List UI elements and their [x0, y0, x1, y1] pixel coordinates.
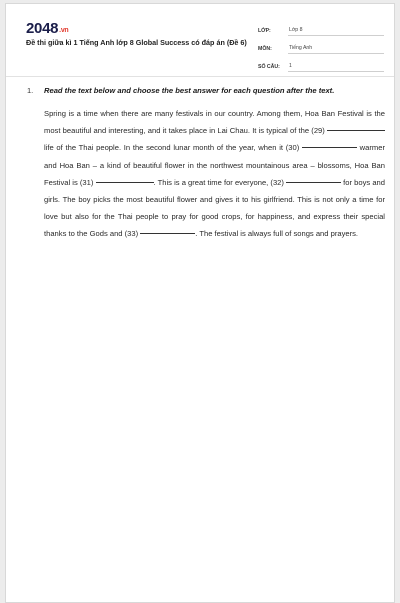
- meta-label-subject: MÔN:: [258, 46, 272, 52]
- passage-text-5: for boys and girls. The boy picks the most beautiful flower and gives it to his girlfriend. This is not only a time for love but also for the Thai people to pray for good crops, for happiness, and express their special thanks to the Gods and (33): [44, 177, 385, 239]
- header-divider: [6, 76, 394, 77]
- blank-32: [286, 182, 341, 183]
- meta-label-class: LỚP:: [258, 28, 271, 34]
- blank-31: [96, 182, 154, 183]
- blank-33: [140, 233, 195, 234]
- blank-30: [302, 147, 357, 148]
- meta-row-subject: [258, 38, 384, 54]
- question-instruction: Read the text below and choose the best answer for each question after the text.: [44, 86, 335, 95]
- meta-value-subject: Tiếng Anh: [288, 45, 384, 54]
- document-meta: [258, 20, 384, 74]
- passage-text-1: Spring is a time when there are many festivals in our country. Among them, Hoa Ban Festival is the most beautiful and interesting, and it takes place in Lai Chau. It is typical of the (29): [44, 109, 385, 136]
- meta-row-question-count: [258, 56, 384, 72]
- passage-text-4: . This is a great time for everyone, (32): [153, 177, 287, 187]
- document-title: Đề thi giữa kì 1 Tiếng Anh lớp 8 Global Success có đáp án (Đề 6): [26, 38, 247, 47]
- logo-tld: .vn: [59, 27, 69, 34]
- question-number: 1.: [27, 86, 34, 95]
- site-logo[interactable]: [26, 20, 68, 37]
- logo-text: 2048: [26, 20, 59, 37]
- document-sheet: [5, 3, 395, 603]
- passage-text-3: warmer and Hoa Ban – a kind of beautiful flower in the northwest mountainous area – blossoms, Hoa Ban Festival is (31): [44, 143, 385, 187]
- meta-value-question-count: 1: [288, 63, 384, 72]
- passage-text-2: life of the Thai people. In the second lunar month of the year, when it (30): [44, 143, 302, 153]
- meta-value-class: Lớp 8: [288, 27, 384, 36]
- blank-29: [327, 130, 385, 131]
- reading-passage: [44, 105, 385, 243]
- passage-text-6: . The festival is always full of songs and prayers.: [195, 229, 359, 239]
- meta-row-class: [258, 20, 384, 36]
- meta-label-question-count: SỐ CÂU:: [258, 64, 280, 70]
